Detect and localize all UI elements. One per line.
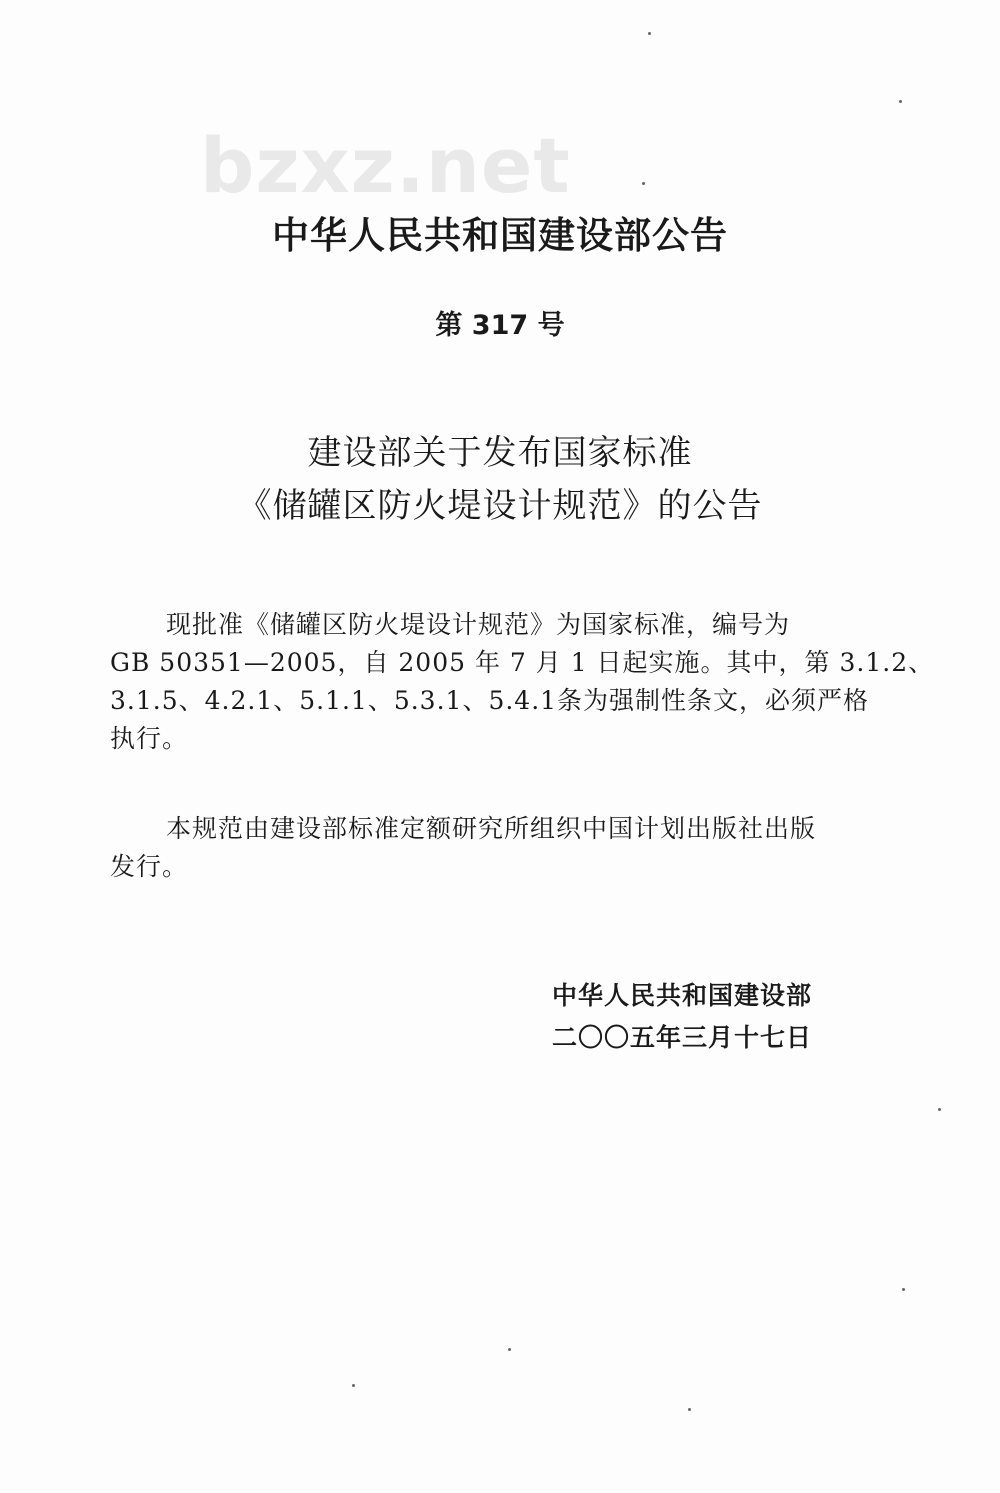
scan-speck [938, 1108, 941, 1111]
signature-organization: 中华人民共和国建设部 [552, 981, 813, 1010]
subtitle-line-1: 建设部关于发布国家标准 [307, 433, 693, 473]
watermark: bzxz.net [200, 121, 571, 210]
paragraph-line: 3.1.5、4.2.1、5.1.1、5.3.1、5.4.1条为强制性条文，必须严格 [110, 686, 870, 715]
paragraph-line: 发行。 [110, 852, 189, 881]
scan-speck [899, 100, 902, 103]
scan-speck [508, 1348, 511, 1351]
scan-speck [902, 1288, 905, 1291]
paragraph-line: 现批准《储罐区防火堤设计规范》为国家标准，编号为 [166, 610, 791, 639]
body-paragraph-2 [110, 810, 890, 886]
scan-speck [648, 32, 651, 35]
announcement-number: 第 317 号 [435, 310, 565, 341]
paragraph-line: 本规范由建设部标准定额研究所组织中国计划出版社出版 [166, 814, 817, 843]
signature-date: 二〇〇五年三月十七日 [552, 1023, 813, 1052]
scan-speck [352, 1384, 355, 1387]
paragraph-line: 执行。 [110, 724, 189, 753]
scan-speck [688, 1408, 691, 1411]
paragraph-line: GB 50351—2005，自 2005 年 7 月 1 日起实施。其中，第 3.1.2、 [110, 648, 935, 677]
announcement-title: 中华人民共和国建设部公告 [272, 214, 728, 257]
body-paragraph-1 [110, 606, 935, 758]
subtitle-line-2: 《储罐区防火堤设计规范》的公告 [237, 486, 763, 526]
scan-speck [642, 182, 645, 185]
